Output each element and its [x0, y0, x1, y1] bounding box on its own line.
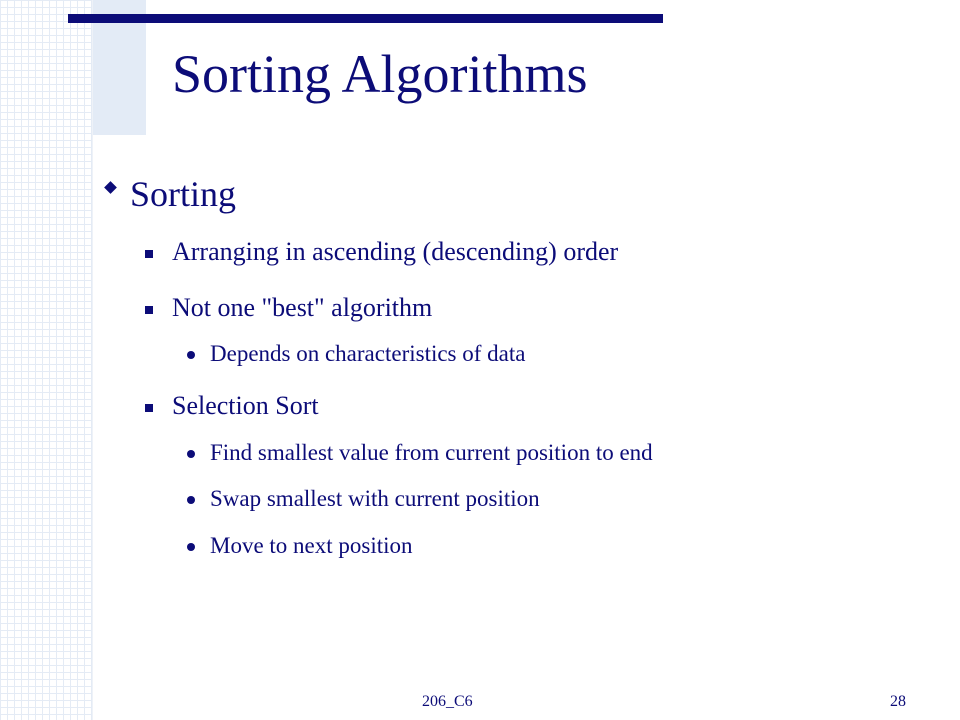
- footer-label: 206_C6: [422, 693, 473, 710]
- bullet-swap-smallest: Swap smallest with current position: [210, 486, 540, 511]
- diamond-bullet-icon: [104, 181, 117, 194]
- bullet-move-next: Move to next position: [210, 533, 413, 558]
- bullet-find-smallest: Find smallest value from current position to end: [210, 440, 653, 465]
- bullet-not-one-best: Not one "best" algorithm: [172, 293, 433, 322]
- dot-bullet-icon: [187, 351, 195, 359]
- square-bullet-icon: [145, 404, 153, 412]
- bullet-arranging: Arranging in ascending (descending) order: [172, 237, 619, 266]
- slide-title: Sorting Algorithms: [172, 44, 588, 104]
- dot-bullet-icon: [187, 496, 195, 504]
- page-number: 28: [890, 693, 906, 710]
- dot-bullet-icon: [187, 450, 195, 458]
- square-bullet-icon: [145, 250, 153, 258]
- bullet-selection-sort: Selection Sort: [172, 391, 319, 420]
- bullet-sorting: Sorting: [130, 174, 237, 214]
- bullet-depends: Depends on characteristics of data: [210, 341, 526, 366]
- square-bullet-icon: [145, 306, 153, 314]
- dot-bullet-icon: [187, 543, 195, 551]
